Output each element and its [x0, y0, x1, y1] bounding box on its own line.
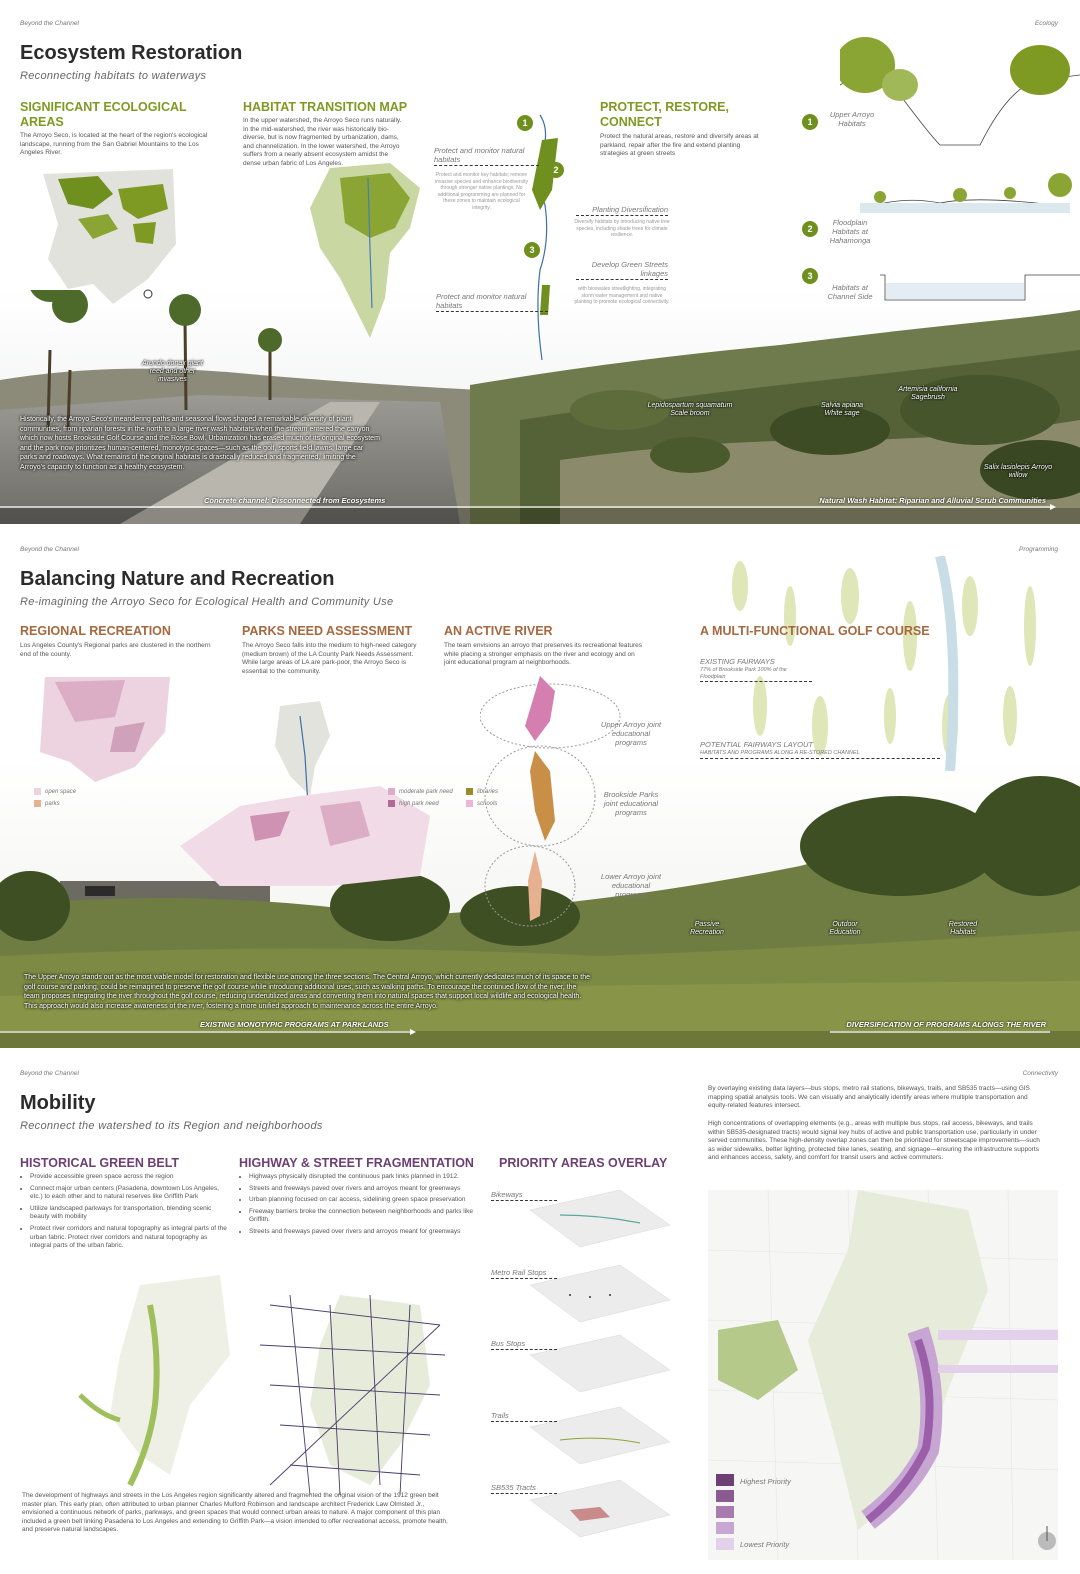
bottom-caption: The development of highways and streets in the Los Angeles region significantly altered and fragmented the original vision of the 1912 green belt master plan. This early plan, often attributed to urban planner Charles Mulford Robinson and landscape architect Frederick Law Olmsted Jr., envisioned a continuous network of parks, parkways, and green spaces that would connect urban areas to nature. A major component of this plan included a green belt linking Pasadena to Los Angeles and extending to Griffith Park—a vision intended to offer recreational access, promote health, and preserve natural landscapes.: [22, 1492, 448, 1534]
ecological-areas-map: [38, 164, 178, 314]
photo-caption: The Upper Arroyo stands out as the most viable model for restoration and flexible use among the three sections. The Central Arroyo, which currently dedicates much of its space to the golf course and parking, could be reimagined to preserve the golf course while introducing additional uses, such as walking paths. To encourage the continued flow of the river, the team proposes integrating the river throughout the golf course, reducing underutilized areas and converting them into natural spaces that support local wildlife and ecological health. This approach would also increase awareness of the river, fostering a more unified approach to maintenance across the entire Arroyo.: [24, 974, 590, 1010]
regional-parks-map: [35, 672, 175, 787]
fairway-potential-sub: HABITATS AND PROGRAMS ALONG A RE-STORED CHANNEL: [700, 750, 940, 759]
list-item: • Provide accessible green space across the region: [30, 1173, 230, 1182]
priority-low-label: Lowest Priority: [740, 1540, 790, 1549]
green-belt-list: [20, 1173, 230, 1254]
priority-swatch-3: [716, 1506, 734, 1518]
section-body-significant-areas: The Arroyo Seco, is located at the heart of the region's ecological landscape, running from the San Gabriel Mountains to the Los Angeles River.: [20, 132, 208, 157]
species-salix: Salix lasiolepis Arroyo willow: [983, 464, 1053, 479]
panel-subtitle: Re-imagining the Arroyo Seco for Ecological Health and Community Use: [20, 596, 394, 608]
section-marker-2: 2: [802, 221, 818, 237]
annotation-protect-monitor-lower: Protect and monitor natural habitats: [436, 292, 548, 312]
annotation-protect-body: Protect and monitor key habitats; remove invasive species and enhance biodiversity through stronger native plantings. No additional programming are planned for these zones to maintain ecological integrity.: [434, 172, 529, 211]
mobility-panel: [0, 1050, 1080, 1574]
header-project: Beyond the Channel: [20, 1070, 79, 1077]
legend-libraries: libraries: [466, 788, 498, 795]
fairway-existing-title: EXISTING FAIRWAYS: [700, 657, 775, 666]
panel-title: Ecosystem Restoration: [20, 42, 243, 64]
balancing-nature-panel: [0, 526, 1080, 1048]
fragmentation-list: [239, 1173, 489, 1240]
legend-high-need: high park need: [388, 800, 439, 807]
section-body-active-river: The team envisions an arroyo that preserves its recreational features while placing a stronger emphasis on the river and ecology and on joint educational program at neighborhoods.: [444, 642, 642, 667]
section-title-parks-need: PARKS NEED ASSESSMENT: [242, 624, 413, 638]
priority-swatch-5: [716, 1538, 734, 1550]
species-arundo: Arundo donax giant reed and other invasives: [142, 360, 203, 383]
panel-title: Mobility: [20, 1092, 96, 1114]
arrow-label-left: Concrete channel: Disconnected from Ecosystems: [204, 496, 386, 505]
legend-open-space: open space: [34, 788, 76, 795]
annotation-planting: Planting Diversification: [576, 205, 668, 216]
list-item: • Protect river corridors and natural topography as integral parts of the urban fabric. Protect river corridors and natural topography as integral parts of the urban fabric.: [30, 1225, 230, 1251]
panel-title: Balancing Nature and Recreation: [20, 568, 335, 590]
layer-label-metro-rail: Metro Rail Stops: [491, 1268, 557, 1279]
highway-network-map: [250, 1285, 450, 1505]
list-item: • Utilize landscaped parkways for transportation, blending scenic beauty with mobility: [30, 1205, 230, 1222]
arrow-label-right: Natural Wash Habitat: Riparian and Alluvial Scrub Communities: [819, 496, 1046, 505]
section-body-habitat-map: In the upper watershed, the Arroyo Seco runs naturally. In the mid-watershed, the river was historically bio-diverse, but is now fragmented by urbanization, dams, and channelization. In the lower watershed, the Arroyo suffers from a nearly absent ecosystem amidst the dense urban fabric of Los Angeles.: [243, 117, 402, 167]
legend-schools: schools: [466, 800, 497, 807]
label-outdoor-education: Outdoor Education: [829, 921, 861, 936]
legend-parks: parks: [34, 800, 60, 807]
section-title-protect-restore: PROTECT, RESTORE, CONNECT: [600, 100, 729, 129]
priority-swatch-2: [716, 1490, 734, 1502]
section-body-protect-restore: Protect the natural areas, restore and diversify areas at parkland, repair after the fire and extend planting strategies at green streets: [600, 133, 759, 158]
header-topic: Programming: [1018, 546, 1058, 553]
ecosystem-restoration-panel: [0, 0, 1080, 524]
overlay-description-1: By overlaying existing data layers—bus stops, metro rail stations, bikeways, trails, and SB535 tracts—using GIS mapping spatial analysis tools. We can visually and analytically identify areas where multiple transportation and equity-related features intersect.: [708, 1085, 1030, 1110]
layer-label-bikeways: Bikeways: [491, 1190, 557, 1201]
fairway-existing-sub: 77% of Brookside Park 100% of the Floodplain: [700, 667, 812, 682]
list-item: • Connect major urban centers (Pasadena, downtown Los Angeles, etc.) to each other and to natural reserves like Griffith Park: [30, 1185, 230, 1202]
arrow-label-right: DIVERSIFICATION OF PROGRAMS ALONGS THE RIVER: [846, 1020, 1046, 1029]
layer-label-sb535: SB535 Tracts: [491, 1483, 557, 1494]
legend-moderate-need: moderate park need: [388, 788, 453, 795]
section-title-habitat-map: HABITAT TRANSITION MAP: [243, 100, 408, 114]
section-label-channel-side: Habitats at Channel Side: [827, 283, 873, 301]
photo-caption: Historically, the Arroyo Seco's meandering paths and seasonal flows shaped a remarkable diversity of plant communities, from riparian forests in the north to a large river wash habitats when the stream entered the canyon which now hosts Brookside Golf Course and the Rose Bowl. Urbanization has erased much of its original ecosystem and the park now prioritizes human-centered, monotypic spaces—such as the golf, sports field lawns, large car parks and roadways. What remains of the original habitats is drastically reduced and fragmented, limiting the Arroyo's capacity to function as a healthy ecosystem.: [20, 416, 380, 471]
program-brookside: Brookside Parks joint educational programs: [603, 790, 659, 817]
priority-high-label: Highest Priority: [740, 1477, 791, 1486]
annotation-protect-monitor: Protect and monitor natural habitats: [434, 146, 539, 166]
header-topic: Connectivity: [1022, 1070, 1058, 1077]
species-lepidospartum: Lepidospartum squamatum Scale broom: [647, 402, 733, 417]
list-item: • Urban planning focused on car access, sidelining green space preservation: [249, 1196, 489, 1205]
layer-label-trails: Trails: [491, 1411, 557, 1422]
marker-2: 2: [548, 162, 564, 178]
section-title-golf-course: A MULTI-FUNCTIONAL GOLF COURSE: [700, 624, 930, 638]
header-project: Beyond the Channel: [20, 546, 79, 553]
section-marker-3: 3: [802, 268, 818, 284]
priority-swatch-1: [716, 1474, 734, 1486]
layer-stack: [500, 1185, 680, 1555]
list-item: • Highways physically disrupted the continuous park links planned in 1912.: [249, 1173, 489, 1182]
watershed-map: [300, 158, 430, 348]
list-item: • Freeway barriers broke the connection between neighborhoods and parks like Griffith.: [249, 1208, 489, 1225]
section-label-upper-arroyo: Upper Arroyo Habitats: [829, 110, 875, 128]
list-item: • Streets and freeways paved over rivers and arroyos meant for greenways: [249, 1185, 489, 1194]
label-restored-habitats: Restored Habitats: [948, 921, 978, 936]
section-title-regional-recreation: REGIONAL RECREATION: [20, 624, 171, 638]
annotation-green-streets: Develop Green Streets linkages: [576, 260, 668, 280]
header-topic: Ecology: [1034, 20, 1058, 27]
section-body-regional-recreation: Los Angeles County's Regional parks are clustered in the northern end of the county.: [20, 642, 211, 658]
section-title-fragmentation: HIGHWAY & STREET FRAGMENTATION: [239, 1156, 474, 1170]
species-artemisia: Artemisia california Sagebrush: [898, 386, 958, 401]
section-title-green-belt: HISTORICAL GREEN BELT: [20, 1156, 180, 1170]
section-marker-1: 1: [802, 114, 818, 130]
panel-subtitle: Reconnect the watershed to its Region and neighborhoods: [20, 1120, 323, 1132]
arrow-label-left: EXISTING MONOTYPIC PROGRAMS AT PARKLANDS: [200, 1020, 389, 1029]
north-arrow-icon: [1036, 1526, 1058, 1552]
overlay-description-2: High concentrations of overlapping elements (e.g., areas with multiple bus stops, rail access, bikeways, and trails within SB535-designated tracts) would signal key hubs of active and public transportation use, particularly in under served communities. These high-density overlap zones can then be prioritized for streetscape improvements—such as wider sidewalks, better lighting, protected bike lanes, seating, and signage—ensuring the infrastructure supports and enhances access, safety, and comfort for transit users and active commuters.: [708, 1120, 1040, 1162]
green-belt-map: [20, 1275, 240, 1495]
section-title-priority-overlay: PRIORITY AREAS OVERLAY: [499, 1156, 668, 1170]
program-upper-arroyo: Upper Arroyo joint educational programs: [600, 720, 662, 747]
panel-subtitle: Reconnecting habitats to waterways: [20, 70, 207, 82]
section-title-active-river: AN ACTIVE RIVER: [444, 624, 553, 638]
section-title-significant-areas: SIGNIFICANT ECOLOGICAL AREAS: [20, 100, 187, 129]
species-salvia: Salvia apiana White sage: [820, 402, 864, 417]
annotation-green-streets-body: with bioswales streetlighting, integrating storm water management and native planting to promote ecological connectivity.: [574, 286, 670, 305]
label-passive-recreation: Passive Recreation: [690, 921, 724, 936]
priority-overlay-map: [708, 1190, 1058, 1560]
list-item: • Streets and freeways paved over rivers and arroyos meant for greenways: [249, 1228, 489, 1237]
section-label-floodplain: Floodplain Habitats at Hahamonga: [829, 218, 871, 245]
layer-label-bus-stops: Bus Stops: [491, 1339, 557, 1350]
park-need-map: [180, 696, 440, 896]
fairway-potential-title: POTENTIAL FAIRWAYS LAYOUT: [700, 740, 813, 749]
priority-swatch-4: [716, 1522, 734, 1534]
marker-3: 3: [524, 242, 540, 258]
section-body-parks-need: The Arroyo Seco falls into the medium to high-need category (medium brown) of the LA County Park Needs Assessment. While large areas of LA are park-poor, the Arroyo Seco is essential to the community.: [242, 642, 417, 675]
header-project: Beyond the Channel: [20, 20, 79, 27]
section-diagrams: [840, 25, 1080, 310]
marker-1: 1: [517, 115, 533, 131]
annotation-planting-body: Diversify habitats by introducing native tree species, including shade trees for climate resilience.: [574, 219, 670, 238]
program-lower-arroyo: Lower Arroyo joint educational programs: [600, 872, 662, 899]
